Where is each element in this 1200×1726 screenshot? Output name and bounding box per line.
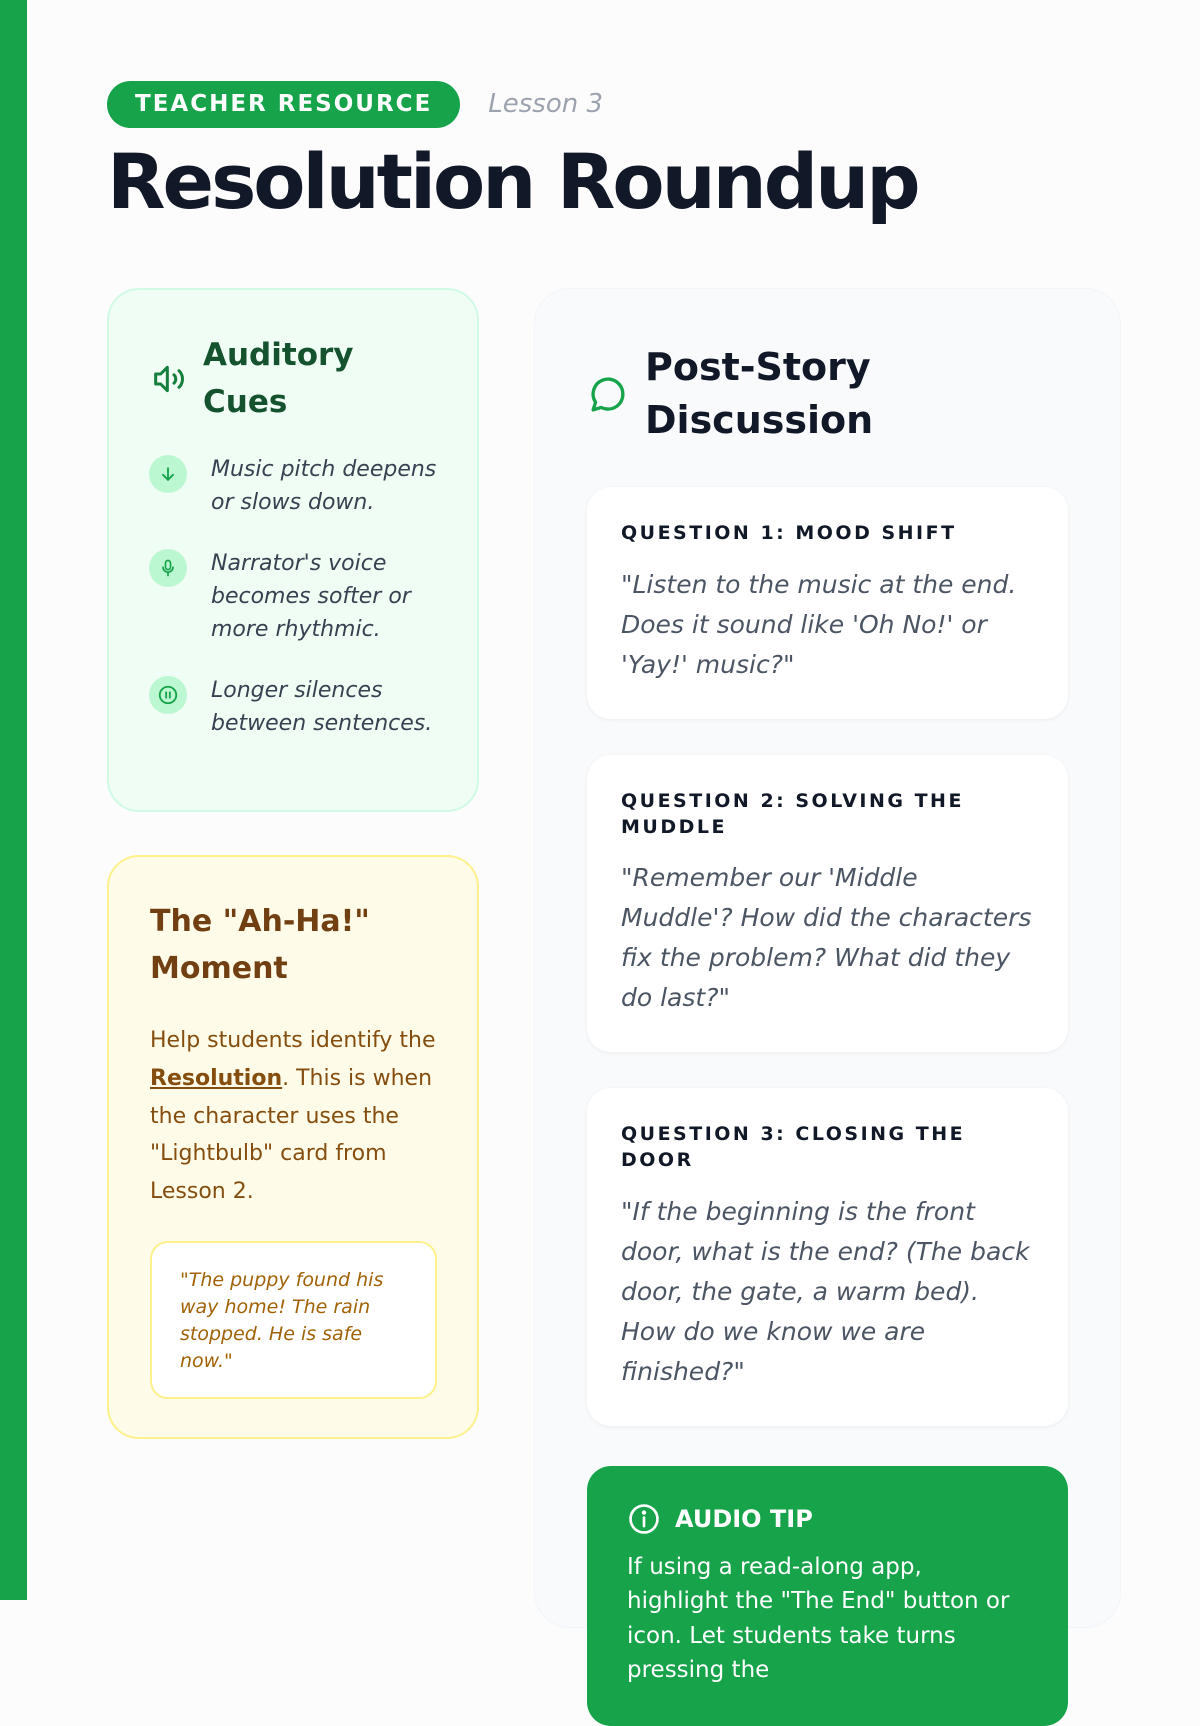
teacher-resource-badge: TEACHER RESOURCE	[107, 81, 460, 128]
cue-item	[149, 674, 441, 740]
aha-description: Help students identify the Resolution. This is when the character uses the "Lightbulb" card from Lesson 2.	[150, 1028, 436, 1205]
question-card	[587, 1088, 1068, 1425]
speaker-icon	[149, 359, 189, 399]
cue-item	[149, 453, 441, 519]
lesson-label: Lesson 3	[488, 89, 604, 119]
question-text: "Remember our 'Middle Muddle'? How did the characters fix the problem? What did they do last?"	[621, 863, 1032, 1013]
audio-tip-card	[587, 1466, 1068, 1726]
auditory-cues-card	[107, 288, 479, 812]
info-icon	[627, 1502, 661, 1536]
auditory-cues-title: Auditory Cues	[203, 337, 354, 420]
microphone-icon	[158, 558, 178, 578]
pause-icon	[157, 684, 179, 706]
cue-item	[149, 547, 441, 646]
cue-text: Narrator's voice becomes softer or more rhythmic.	[211, 551, 411, 642]
resolution-keyword: Resolution	[150, 1065, 283, 1091]
question-card	[587, 487, 1068, 719]
audio-tip-text: If using a read-along app, highlight the "The End" button or icon. Let students take turns pressing the	[627, 1553, 1010, 1684]
discussion-title: Post-Story Discussion	[645, 345, 874, 443]
page-header	[107, 80, 1107, 224]
left-accent-bar	[0, 0, 27, 1600]
aha-moment-card	[107, 855, 479, 1439]
aha-moment-title: The "Ah-Ha!" Moment	[150, 904, 370, 986]
audio-tip-title: AUDIO TIP	[675, 1504, 813, 1533]
page-title: Resolution Roundup	[107, 137, 918, 226]
arrow-down-icon	[158, 464, 178, 484]
question-label: QUESTION 3: CLOSING THE DOOR	[621, 1123, 966, 1171]
question-text: "Listen to the music at the end. Does it sound like 'Oh No!' or 'Yay!' music?"	[621, 570, 1017, 680]
cue-text: Music pitch deepens or slows down.	[211, 457, 437, 515]
question-label: QUESTION 2: SOLVING THE MUDDLE	[621, 790, 964, 838]
post-story-discussion-panel	[534, 288, 1121, 1684]
cue-text: Longer silences between sentences.	[211, 678, 433, 736]
question-label: QUESTION 1: MOOD SHIFT	[621, 522, 957, 545]
question-text: "If the beginning is the front door, what is the end? (The back door, the gate, a warm bed). How do we know we are finished?"	[621, 1196, 1030, 1386]
example-quote: "The puppy found his way home! The rain stopped. He is safe now."	[150, 1241, 437, 1399]
question-card	[587, 755, 1068, 1052]
chat-bubble-icon	[587, 374, 629, 416]
